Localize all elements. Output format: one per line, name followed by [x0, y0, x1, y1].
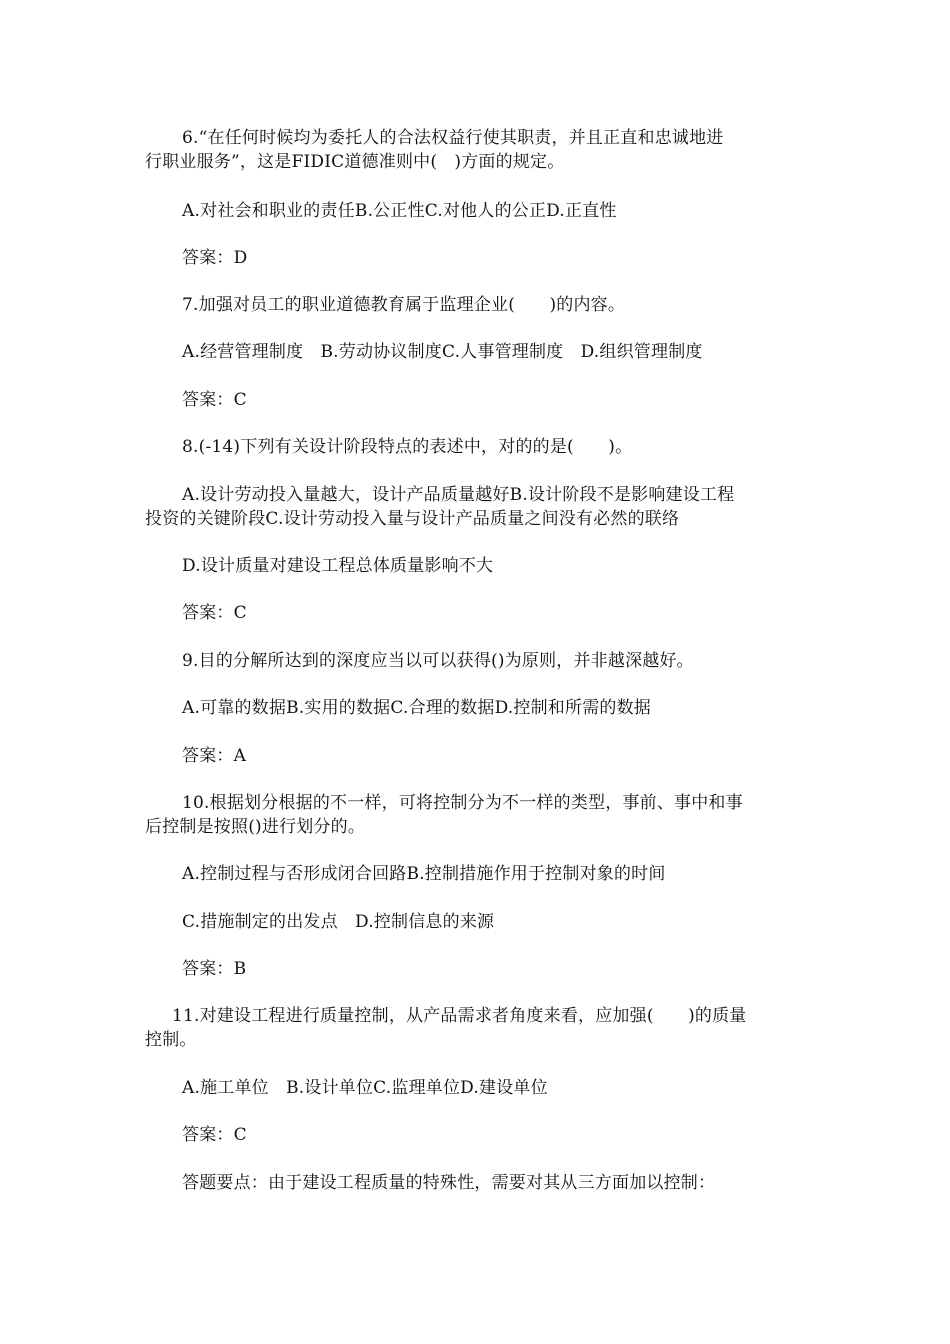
q10-options-line2: C.措施制定的出发点 D.控制信息的来源 [182, 912, 495, 932]
q11-question-line2: 控制。 [145, 1030, 197, 1050]
q9-options: A.可靠的数据B.实用的数据C.合理的数据D.控制和所需的数据 [182, 698, 652, 718]
q6-answer: 答案：D [182, 248, 248, 268]
q11-key-points: 答题要点：由于建设工程质量的特殊性，需要对其从三方面加以控制： [182, 1173, 716, 1193]
q10-answer: 答案：B [182, 959, 247, 979]
q9-answer: 答案：A [182, 746, 247, 766]
q9-question: 9.目的分解所达到的深度应当以可以获得()为原则，并非越深越好。 [182, 651, 694, 671]
q8-options-line2: 投资的关键阶段C.设计劳动投入量与设计产品质量之间没有必然的联络 [145, 509, 680, 529]
q6-question-line1: 6.“在任何时候均为委托人的合法权益行使其职责，并且正直和忠诚地进 [182, 128, 724, 148]
q7-answer: 答案：C [182, 390, 247, 410]
q7-options: A.经营管理制度 B.劳动协议制度C.人事管理制度 D.组织管理制度 [182, 342, 703, 362]
q8-options-line1: A.设计劳动投入量越大，设计产品质量越好B.设计阶段不是影响建设工程 [182, 485, 735, 505]
q6-question-line2: 行职业服务”，这是FIDIC道德准则中( )方面的规定。 [145, 152, 565, 172]
q10-question-line2: 后控制是按照()进行划分的。 [145, 817, 366, 837]
q10-options-line1: A.控制过程与否形成闭合回路B.控制措施作用于控制对象的时间 [182, 864, 666, 884]
q8-answer: 答案：C [182, 603, 247, 623]
q11-question-line1: 11.对建设工程进行质量控制，从产品需求者角度来看，应加强( )的质量 [172, 1006, 747, 1026]
q10-question-line1: 10.根据划分根据的不一样，可将控制分为不一样的类型，事前、事中和事 [182, 793, 743, 813]
q7-question: 7.加强对员工的职业道德教育属于监理企业( )的内容。 [182, 295, 626, 315]
q6-options: A.对社会和职业的责任B.公正性C.对他人的公正D.正直性 [182, 201, 617, 221]
q11-options: A.施工单位 B.设计单位C.监理单位D.建设单位 [182, 1078, 548, 1098]
q11-answer: 答案：C [182, 1125, 247, 1145]
q8-option-d: D.设计质量对建设工程总体质量影响不大 [182, 556, 494, 576]
q8-question: 8.(-14)下列有关设计阶段特点的表述中，对的的是( )。 [182, 437, 633, 457]
